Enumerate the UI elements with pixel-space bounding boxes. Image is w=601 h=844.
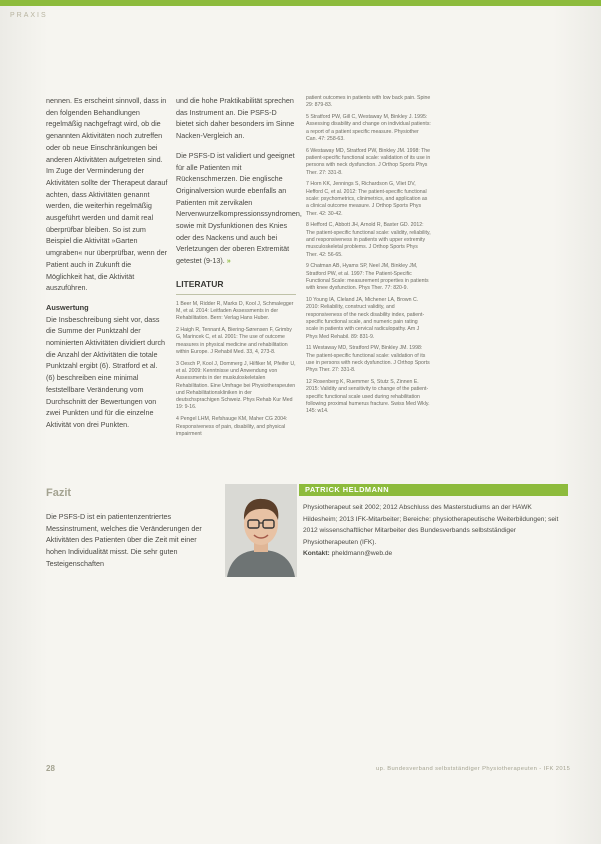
author-name: PATRICK HELDMANN: [305, 485, 390, 494]
page-number: 28: [46, 764, 55, 773]
literature-list: [176, 301, 296, 439]
literature-item: 8 Hefford C, Abbott JH, Arnold R, Baxter GD. 2012: The patient-specific functional scale: validity, reliability, and responsiveness in patients with upper extremity musculoskeletal problems. J Orthop Sports Phys Ther. 42: 56-65.: [306, 222, 431, 258]
literature-item: 3 Oesch P, Kool J, Dommerg J, Hilfiker M, Pfeifer U, et al. 2009: Kenntnisse und Anwendung von Assessments in der muskuloskeletalen Rehabilitation. Eine Umfrage bei Physiotherapeuten und Rehabilitationskliniken in der deutschsprachigen Schweiz. Phys Rehab Kur Med 19: 9-16.: [176, 360, 296, 411]
literature-item: 12 Rosenberg K, Ruemmer S, Stutz S, Zinnen E. 2015: Validity and sensitivity to change of the patient-specific functional scale used during rehabilitation following proximal humerus fracture. Swiss Med Wkly. 145: w14.: [306, 379, 430, 415]
body-paragraph-text: Die PSFS-D ist validiert und geeignet für alle Patienten mit Rückenschmerzen. Die englische Originalversion wurde ebenfalls an Patienten mit zervikalen Nervenwurzelkompressionssyndromen, sowie mit Dysfunktionen des Knies oder des Nackens und auch bei Verletzungen der oberen Extremität getestet (9-13).: [176, 150, 302, 266]
author-name-bar: [299, 484, 568, 496]
contact-email[interactable]: pheldmann@web.de: [331, 550, 393, 558]
author-box: [225, 484, 568, 577]
literature-item: 7 Horn KK, Jennings S, Richardson G, Vliet DV, Hefford C, et al. 2012: The patient-specific functional scale: psychometrics, clinimetrics, and application as a clinical outcome measure. J Orthop Sports Phys Ther. 42: 30-42.: [306, 181, 428, 217]
text-column-middle: [176, 95, 302, 443]
text-column-right: [306, 95, 431, 420]
literature-item: 5 Stratford PW, Gill C, Westaway M, Binkley J. 1995: Assessing disability and change on individual patients: a report of a patient specific measure. Physiother Can. 47: 258-63.: [306, 114, 431, 142]
literature-item: 1 Beer M, Ridder R, Marks D, Kool J, Schmalegger M, et al. 2014: Leitfaden Assessments in der Rehabilitation. Bern: Verlag Hans Huber.: [176, 300, 294, 322]
auswertung-paragraph: Die Insbeschreibung sieht vor, dass die Summe der Punktzahl der nominierten Aktivitäten dividiert durch die Anzahl der Aktivitäten die totale Punktzahl ergibt (6). Stratford et al. (6) beschreiben eine minimal feststellbare Veränderung vom Durchschnitt der Bewertungen von zwei Punkten und für die einzelne Aktivität von drei Punkten.: [46, 314, 166, 429]
text-column-left: [46, 95, 168, 439]
author-contact: [303, 548, 565, 560]
literature-item: 6 Westaway MD, Stratford PW, Binkley JM. 1998: The patient-specific functional scale: validation of its use in persons with neck dysfunction. J Orthop Sports Phys Ther. 27: 331-8.: [306, 147, 431, 176]
body-paragraph: [176, 150, 302, 267]
fazit-section: [46, 487, 210, 570]
continue-arrow-icon: »: [226, 256, 231, 266]
body-paragraph: nennen. Es erscheint sinnvoll, dass in den folgenden Behandlungen regelmäßig nachgefragt wird, ob die genannten Aktivitäten noch zutreffen oder ob neue Einschränkungen bei anderen Aktivitäten aufgetreten sind. Im Zuge der Verminderung der Aktivitäten sollte der Therapeut darauf achten, dass Aktivitäten genannt werden, die weiterhin regelmäßig ausgeführt werden und damit real überprüfbar bleiben. So ist zum Beispiel die Aktivität »Garten umgraben« nur überprüfbar, wenn der Patient auch in Zukunft die Möglichkeit hat, die Aktivität auszuführen.: [46, 96, 168, 293]
auswertung-heading: Auswertung: [46, 302, 89, 312]
fazit-paragraph: Die PSFS-D ist ein patientenzentriertes Messinstrument, welches die Veränderungen der Aktivitäten des Patienten über die Zeit mit einer hohen Individualität misst. Die sehr guten Testeigenschaften: [46, 512, 202, 568]
literature-item: patient outcomes in patients with low back pain. Spine 29: 879-83.: [306, 95, 431, 109]
magazine-footer: up. Bundesverband selbstständiger Physiotherapeuten - IFK 2015: [376, 766, 571, 772]
literature-item: 10 Young IA, Cleland JA, Michener LA, Brown C. 2010: Reliability, construct validity, and responsiveness of the neck disability index, patient-specific functional scale, and numeric pain rating scale in patients with cervical radiculopathy. Am J Phys Med Rehabil. 89: 831-9.: [306, 297, 425, 340]
literature-item: 11 Westaway MD, Stratford PW, Binkley JM. 1998: The patient-specific functional scale: validation of its use in persons with neck dysfunction. J Orthop Sports Phys Ther. 27: 331-8.: [306, 345, 430, 374]
literature-item: 4 Pengel LHM, Refshauge KM, Maher CG 2004: Responsiveness of pain, disability, and physical impairment: [176, 416, 288, 437]
contact-label: Kontakt:: [303, 550, 330, 558]
literature-list-continued: [306, 95, 431, 416]
section-label: PRAXIS: [10, 12, 48, 19]
author-photo: [225, 484, 297, 577]
accent-top-bar: [0, 0, 601, 6]
author-bio: [303, 502, 565, 560]
literature-item: 2 Haigh R, Tennant A, Biering-Sørensen F, Grimby G, Marincek C, et al. 2001: The use of outcome measures in physical medicine and rehabilitation within Europe. J Rehabil Med. 33, 4, 273-8.: [176, 326, 292, 355]
author-portrait-icon: [225, 484, 297, 577]
fazit-heading: Fazit: [46, 487, 72, 499]
author-bio-text: Physiotherapeut seit 2002; 2012 Abschluss des Masterstudiums an der HAWK Hildesheim; 2013 IFK-Mitarbeiter; Bereiche: physiotherapeutische Weiterbildungen; seit 2012 wissenschaftlicher Mitarbeiter des Bundesverbands selbstständiger Physiotherapeuten (IFK).: [303, 504, 559, 546]
body-paragraph: und die hohe Praktikabilität sprechen das Instrument an. Die PSFS-D bietet sich daher besonders im Sinne Nacken-Vergleich an.: [176, 96, 295, 141]
literature-heading: LITERATUR: [176, 279, 296, 295]
literature-item: 9 Chatman AB, Hyams SP, Neel JM, Binkley JM, Stratford PW, et al. 1997: The Patient-Specific Functional Scale: measurement properties in patients with knee dysfunction. Phys Ther. 77: 820-9.: [306, 263, 429, 292]
